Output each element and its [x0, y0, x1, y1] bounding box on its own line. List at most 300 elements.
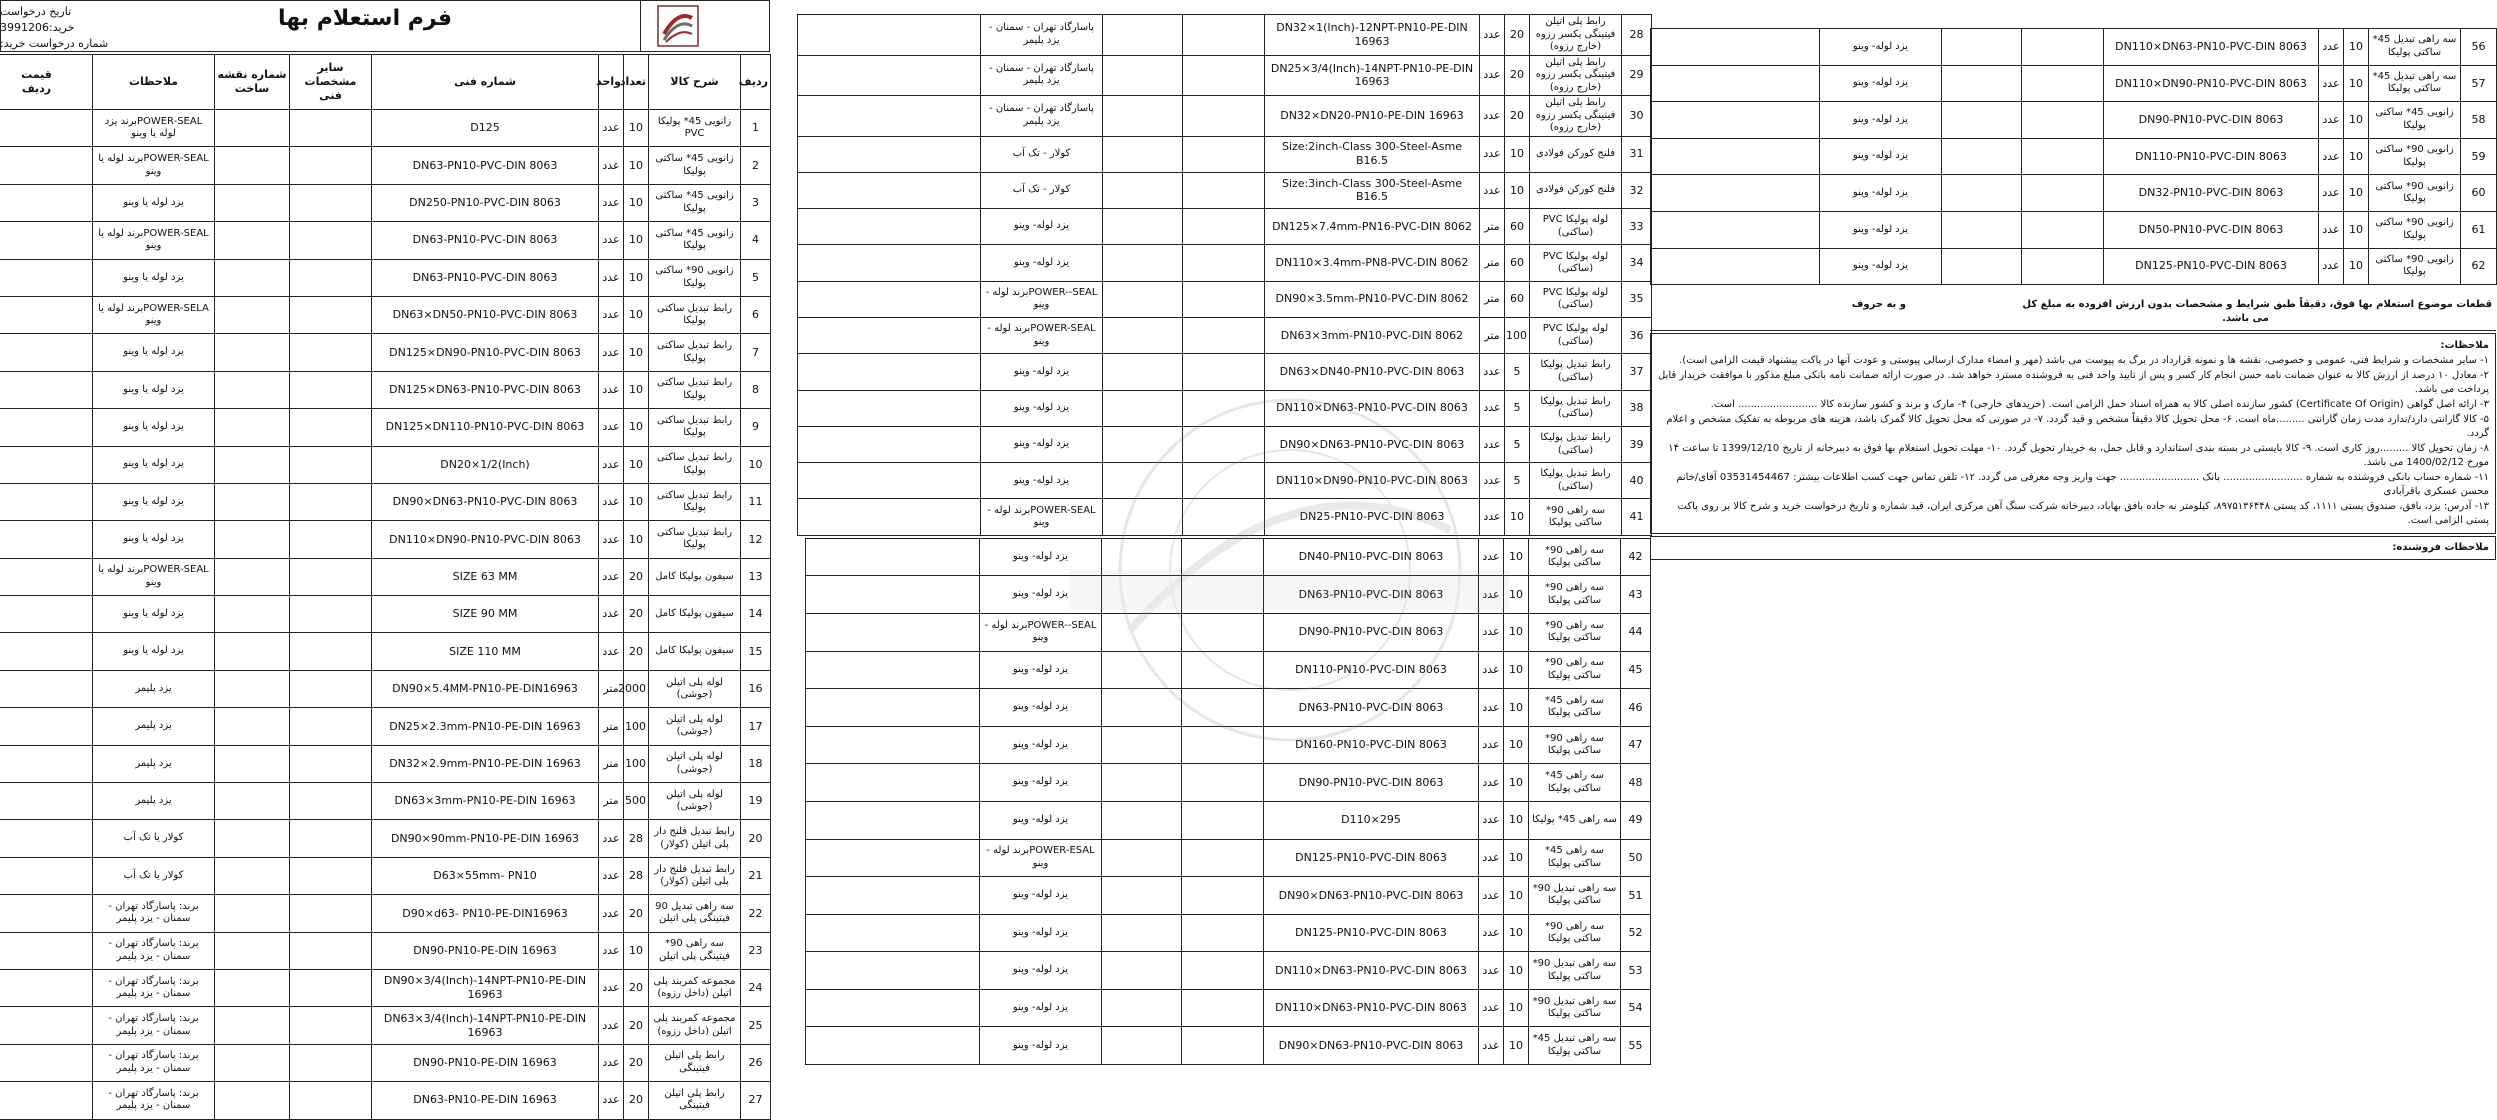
table-row — [806, 689, 1651, 727]
item-quantity: 10 — [1505, 499, 1530, 535]
item-unit: عدد — [599, 371, 624, 408]
item-other-specs — [1182, 877, 1264, 915]
item-notes: یزد لوله- وینو — [980, 576, 1102, 614]
item-other-specs — [2022, 102, 2104, 139]
item-tech-number: DN63-PN10-PVC-DIN 8063 — [372, 222, 599, 259]
item-notes: POWER-SEALبرند لوله یا وینو — [93, 147, 215, 184]
item-unit: عدد — [1479, 689, 1504, 727]
item-notes: یزد لوله یا وینو — [93, 633, 215, 670]
table-row — [798, 354, 1652, 390]
table-row — [806, 989, 1651, 1027]
item-other-specs — [290, 446, 372, 483]
item-quantity: 10 — [624, 222, 649, 259]
item-price — [798, 136, 981, 172]
item-quantity: 60 — [1505, 281, 1530, 317]
item-tech-number: DN63×3mm-PN10-PE-DIN 16963 — [372, 783, 599, 820]
item-price — [806, 801, 980, 839]
item-description: رابط تبدیل پولیکا (ساکتی) — [1530, 390, 1622, 426]
item-price — [798, 172, 981, 208]
row-number: 55 — [1621, 1027, 1651, 1065]
item-description: زانویی 45* ساکتی پولیکا — [649, 184, 741, 221]
item-notes: یزد لوله یا وینو — [93, 184, 215, 221]
item-quantity: 10 — [1504, 1027, 1529, 1065]
item-notes: یزد لوله- وینو — [1820, 175, 1942, 212]
item-drawing-number — [1102, 576, 1182, 614]
table-row — [798, 317, 1652, 353]
item-other-specs — [1182, 914, 1264, 952]
item-notes: کولار یا تک آب — [93, 820, 215, 857]
item-tech-number: DN110×3.4mm-PN8-PVC-DIN 8062 — [1265, 245, 1480, 281]
item-notes: یزد لوله- وینو — [980, 952, 1102, 990]
item-price — [0, 110, 93, 147]
row-number: 11 — [741, 483, 771, 520]
item-description: سه راهی 90* ساکتی پولیکا — [1529, 914, 1621, 952]
item-drawing-number — [215, 783, 290, 820]
table-row — [806, 576, 1651, 614]
item-price — [0, 857, 93, 894]
item-quantity: 20 — [624, 1044, 649, 1081]
row-number: 54 — [1621, 989, 1651, 1027]
row-number: 61 — [2461, 211, 2497, 248]
item-price — [798, 317, 981, 353]
remark-item: ۳- ارائه اصل گواهی (Certificate Of Origin) کشور سازنده اصلی کالا به همراه اسناد حمل الزامی است. (خریدهای خارجی) ۴- مارک و برند و کشور سازنده کالا ......................... است. — [1710, 399, 2489, 410]
item-other-specs — [290, 409, 372, 446]
table-row — [798, 499, 1652, 535]
item-notes: یزد لوله- وینو — [980, 914, 1102, 952]
row-number: 20 — [741, 820, 771, 857]
row-number: 18 — [741, 745, 771, 782]
remark-item: ۱۳- آدرس: یزد، بافق، صندوق پستی ۱۱۱۱، کد پستی ۸۹۷۵۱۳۶۴۴۸، کیلومتر نه جاده بافق بهاباد، دبیرخانه شرکت سنگ آهن مرکزی ایران، قید شماره و تاریخ درخواست خرید و شرح کالا بر روی پاکت پستی الزامی است. — [1677, 501, 2489, 526]
item-price — [0, 1082, 93, 1119]
item-drawing-number — [215, 857, 290, 894]
item-tech-number: DN25×2.3mm-PN10-PE-DIN 16963 — [372, 708, 599, 745]
item-description: زانویی 90* ساکتی پولیکا — [2369, 211, 2461, 248]
item-description: سه راهی 90* ساکتی پولیکا — [1529, 538, 1621, 576]
item-description: رابط پلی اتیلن فیتینگی — [649, 1082, 741, 1119]
item-notes: برند: پاسارگاد تهران - سمنان - یزد پلیمر — [93, 1007, 215, 1044]
item-quantity: 60 — [1505, 245, 1530, 281]
item-tech-number: DN32×DN20-PN10-PE-DIN 16963 — [1265, 96, 1480, 137]
item-description: سه راهی تبدیل 45* ساکتی پولیکا — [1529, 1027, 1621, 1065]
sheet-1 — [0, 0, 770, 1112]
item-price — [1651, 248, 1820, 285]
item-quantity: 20 — [624, 558, 649, 595]
item-drawing-number — [215, 670, 290, 707]
table-row — [0, 1082, 771, 1119]
item-price — [0, 745, 93, 782]
item-tech-number: DN125×DN90-PN10-PVC-DIN 8063 — [372, 334, 599, 371]
item-description: زانویی 90* ساکتی پولیکا — [2369, 175, 2461, 212]
row-number: 26 — [741, 1044, 771, 1081]
row-number: 36 — [1622, 317, 1652, 353]
item-description: رابط پلی اتیلن فیتینگی — [649, 1044, 741, 1081]
item-other-specs — [290, 558, 372, 595]
company-logo-icon — [656, 4, 700, 48]
item-price — [0, 932, 93, 969]
item-price — [806, 538, 980, 576]
item-quantity: 28 — [624, 857, 649, 894]
item-quantity: 10 — [1505, 172, 1530, 208]
item-price — [0, 446, 93, 483]
item-tech-number: DN110×DN63-PN10-PVC-DIN 8063 — [1265, 390, 1480, 426]
item-tech-number: Size:2inch-Class 300-Steel-Asme B16.5 — [1265, 136, 1480, 172]
row-number: 57 — [2461, 65, 2497, 102]
item-notes: یزد لوله- وینو — [1820, 29, 1942, 66]
item-price — [0, 259, 93, 296]
item-notes: POWER-SEALبرند لوله - وینو — [981, 499, 1103, 535]
item-notes: یزد لوله یا وینو — [93, 596, 215, 633]
item-unit: عدد — [599, 1007, 624, 1044]
item-price — [798, 15, 981, 56]
item-unit: عدد — [2319, 102, 2344, 139]
item-description: سه راهی 45* ساکتی پولیکا — [1529, 839, 1621, 877]
item-notes: کولار - تک آب — [981, 136, 1103, 172]
item-drawing-number — [215, 110, 290, 147]
item-notes: یزد پلیمر — [93, 670, 215, 707]
item-price — [798, 209, 981, 245]
item-unit: عدد — [1479, 576, 1504, 614]
item-tech-number: SIZE 63 MM — [372, 558, 599, 595]
row-number: 8 — [741, 371, 771, 408]
item-tech-number: Size:3inch-Class 300-Steel-Asme B16.5 — [1265, 172, 1480, 208]
request-number-label: شماره درخواست خرید: — [0, 37, 109, 50]
item-price — [0, 895, 93, 932]
item-quantity: 20 — [624, 1082, 649, 1119]
item-quantity: 5 — [1505, 390, 1530, 426]
item-drawing-number — [1102, 839, 1182, 877]
item-unit: عدد — [1480, 96, 1505, 137]
item-other-specs — [290, 521, 372, 558]
table-row — [1651, 29, 2497, 66]
item-tech-number: DN63-PN10-PVC-DIN 8063 — [372, 259, 599, 296]
table-row — [0, 409, 771, 446]
table-row — [0, 783, 771, 820]
item-description: سه راهی 90* ساکتی پولیکا — [1529, 726, 1621, 764]
item-drawing-number — [215, 895, 290, 932]
table-row — [0, 296, 771, 333]
item-unit: عدد — [599, 110, 624, 147]
item-unit: عدد — [2319, 211, 2344, 248]
item-drawing-number — [1942, 175, 2022, 212]
row-number: 7 — [741, 334, 771, 371]
item-description: لوله پولیکا PVC (ساکتی) — [1530, 209, 1622, 245]
item-quantity: 10 — [2344, 248, 2369, 285]
item-drawing-number — [1102, 801, 1182, 839]
item-price — [798, 55, 981, 96]
item-other-specs — [290, 371, 372, 408]
item-unit: متر — [599, 708, 624, 745]
row-number: 12 — [741, 521, 771, 558]
item-price — [0, 296, 93, 333]
item-other-specs — [1182, 801, 1264, 839]
item-quantity: 20 — [624, 895, 649, 932]
row-number: 44 — [1621, 613, 1651, 651]
item-unit: عدد — [2319, 175, 2344, 212]
item-drawing-number — [1103, 463, 1183, 499]
items-table-3 — [1650, 28, 2497, 285]
item-description: سه راهی 45* پولیکا — [1529, 801, 1621, 839]
col-price-partial: قیمت ردیف — [0, 55, 93, 110]
item-tech-number: DN63×DN40-PN10-PVC-DIN 8063 — [1265, 354, 1480, 390]
item-price — [806, 952, 980, 990]
table-row — [0, 371, 771, 408]
remark-item: ۵- کالا گارانتی دارد/ندارد مدت زمان گارانتی .........ماه است. ۶- محل تحویل کالا دقیقاً مشخص و قید گردد. ۷- در صورتی که محل تحویل کالا گمرک باشد، هزینه های مربوطه به تفکیک مشخص و اعلام گردد. — [1666, 414, 2489, 439]
item-unit: عدد — [599, 1082, 624, 1119]
item-description: سیفون پولیکا کامل — [649, 558, 741, 595]
item-tech-number: DN90×3/4(Inch)-14NPT-PN10-PE-DIN 16963 — [372, 969, 599, 1006]
item-unit: متر — [599, 670, 624, 707]
item-drawing-number — [1103, 55, 1183, 96]
table-row — [806, 764, 1651, 802]
item-drawing-number — [215, 446, 290, 483]
remark-item: ۱۱- شماره حساب بانکی فروشنده به شماره ......................... بانک ......................... جهت واریز وجه معرفی می گردد. ۱۲- تلفن تماس جهت کسب اطلاعات بیشتر: 03531454467 آقای/خانم محسن عسکری باقرآبادی — [1676, 472, 2489, 497]
row-number: 53 — [1621, 952, 1651, 990]
item-quantity: 10 — [624, 932, 649, 969]
row-number: 3 — [741, 184, 771, 221]
row-number: 14 — [741, 596, 771, 633]
item-description: رابط تبدیل ساکتی پولیکا — [649, 521, 741, 558]
item-description: مجموعه کمربند پلی اتیلن (داخل رزوه) — [649, 1007, 741, 1044]
item-price — [806, 576, 980, 614]
item-price — [806, 613, 980, 651]
item-description: سه راهی تبدیل 90 فیتینگی پلی اتیلن — [649, 895, 741, 932]
row-number: 60 — [2461, 175, 2497, 212]
item-tech-number: DN110×DN90-PN10-PVC-DIN 8063 — [372, 521, 599, 558]
item-unit: متر — [1480, 317, 1505, 353]
row-number: 15 — [741, 633, 771, 670]
item-other-specs — [290, 334, 372, 371]
item-tech-number: DN90×5.4MM-PN10-PE-DIN16963 — [372, 670, 599, 707]
item-quantity: 10 — [2344, 65, 2369, 102]
item-other-specs — [290, 857, 372, 894]
item-other-specs — [290, 147, 372, 184]
item-unit: عدد — [1480, 172, 1505, 208]
item-quantity: 10 — [624, 184, 649, 221]
item-price — [0, 969, 93, 1006]
item-quantity: 10 — [624, 409, 649, 446]
item-tech-number: DN20×1/2(Inch) — [372, 446, 599, 483]
item-description: سه راهی تبدیل 90* ساکتی پولیکا — [1529, 877, 1621, 915]
item-other-specs — [1183, 354, 1265, 390]
item-description: سه راهی تبدیل 90* ساکتی پولیکا — [1529, 989, 1621, 1027]
item-notes: یزد لوله- وینو — [981, 354, 1103, 390]
item-tech-number: D125 — [372, 110, 599, 147]
item-unit: عدد — [599, 296, 624, 333]
col-item: شرح کالا — [649, 55, 741, 110]
item-description: سیفون پولیکا کامل — [649, 633, 741, 670]
item-unit: متر — [599, 745, 624, 782]
item-notes: یزد لوله- وینو — [1820, 248, 1942, 285]
item-drawing-number — [1103, 390, 1183, 426]
item-unit: عدد — [1479, 914, 1504, 952]
row-number: 33 — [1622, 209, 1652, 245]
item-notes: کولار - تک آب — [981, 172, 1103, 208]
item-drawing-number — [1103, 499, 1183, 535]
item-description: رابط تبدیل فلنج دار پلی اتیلن (کولار) — [649, 857, 741, 894]
item-description: رابط تبدیل ساکتی پولیکا — [649, 446, 741, 483]
item-quantity: 10 — [1504, 538, 1529, 576]
row-number: 38 — [1622, 390, 1652, 426]
item-quantity: 10 — [2344, 211, 2369, 248]
item-quantity: 20 — [1505, 15, 1530, 56]
item-quantity: 28 — [624, 820, 649, 857]
item-drawing-number — [215, 633, 290, 670]
row-number: 58 — [2461, 102, 2497, 139]
table-row — [798, 55, 1652, 96]
item-drawing-number — [1102, 689, 1182, 727]
item-drawing-number — [1102, 952, 1182, 990]
item-price — [0, 184, 93, 221]
row-number: 43 — [1621, 576, 1651, 614]
item-drawing-number — [215, 558, 290, 595]
item-notes: یزد لوله- وینو — [981, 390, 1103, 426]
item-unit: عدد — [1480, 390, 1505, 426]
item-description: سه راهی تبدیل 45* ساکتی پولیکا — [2369, 29, 2461, 66]
table-row — [1651, 65, 2497, 102]
item-price — [0, 670, 93, 707]
item-drawing-number — [215, 371, 290, 408]
item-drawing-number — [1102, 613, 1182, 651]
row-number: 27 — [741, 1082, 771, 1119]
row-number: 34 — [1622, 245, 1652, 281]
item-quantity: 10 — [1504, 726, 1529, 764]
item-quantity: 10 — [2344, 29, 2369, 66]
item-other-specs — [290, 969, 372, 1006]
row-number: 29 — [1622, 55, 1652, 96]
table-row — [0, 857, 771, 894]
item-other-specs — [2022, 248, 2104, 285]
item-price — [0, 147, 93, 184]
item-unit: عدد — [1479, 764, 1504, 802]
table-row — [798, 390, 1652, 426]
row-number: 2 — [741, 147, 771, 184]
row-number: 56 — [2461, 29, 2497, 66]
table-row — [0, 820, 771, 857]
item-drawing-number — [1103, 354, 1183, 390]
item-description: رابط تبدیل پولیکا (ساکتی) — [1530, 463, 1622, 499]
row-number: 51 — [1621, 877, 1651, 915]
item-quantity: 20 — [624, 1007, 649, 1044]
item-unit: عدد — [1479, 801, 1504, 839]
item-drawing-number — [215, 820, 290, 857]
row-number: 9 — [741, 409, 771, 446]
item-unit: عدد — [1479, 839, 1504, 877]
item-notes: یزد لوله- وینو — [980, 651, 1102, 689]
item-price — [806, 726, 980, 764]
item-price — [806, 914, 980, 952]
item-notes: یزد لوله- وینو — [981, 426, 1103, 462]
item-description: لوله پلی اتیلن (جوشی) — [649, 745, 741, 782]
table-row — [1651, 248, 2497, 285]
table-row — [806, 877, 1651, 915]
item-other-specs — [290, 184, 372, 221]
item-other-specs — [290, 895, 372, 932]
row-number: 45 — [1621, 651, 1651, 689]
item-unit: عدد — [599, 147, 624, 184]
items-table-1 — [0, 54, 771, 1120]
item-notes: کولار یا تک آب — [93, 857, 215, 894]
item-price — [806, 689, 980, 727]
item-unit: عدد — [2319, 138, 2344, 175]
row-number: 10 — [741, 446, 771, 483]
item-notes: یزد لوله- وینو — [981, 245, 1103, 281]
item-tech-number: SIZE 110 MM — [372, 633, 599, 670]
item-tech-number: DN63-PN10-PE-DIN 16963 — [372, 1082, 599, 1119]
price-statement: قطعات موضوع استعلام بها فوق، دقیقاً طبق شرایط و مشخصات بدون ارزش افزوده به مبلغ کل و به حروف می باشد. — [1650, 294, 2496, 331]
row-number: 16 — [741, 670, 771, 707]
table-row — [806, 952, 1651, 990]
item-quantity: 5 — [1505, 426, 1530, 462]
item-other-specs — [2022, 175, 2104, 212]
item-other-specs — [290, 1007, 372, 1044]
item-other-specs — [1183, 245, 1265, 281]
item-notes: یزد لوله یا وینو — [93, 334, 215, 371]
item-unit: عدد — [1480, 354, 1505, 390]
item-description: رابط تبدیل فلنج دار پلی اتیلن (کولار) — [649, 820, 741, 857]
item-unit: عدد — [599, 820, 624, 857]
item-notes: یزد لوله- وینو — [1820, 65, 1942, 102]
item-other-specs — [290, 222, 372, 259]
item-notes: یزد لوله یا وینو — [93, 409, 215, 446]
table-row — [798, 172, 1652, 208]
item-tech-number: DN110-PN10-PVC-DIN 8063 — [1264, 651, 1479, 689]
item-quantity: 10 — [1504, 689, 1529, 727]
item-tech-number: DN160-PN10-PVC-DIN 8063 — [1264, 726, 1479, 764]
item-other-specs — [1183, 209, 1265, 245]
item-other-specs — [290, 708, 372, 745]
row-number: 22 — [741, 895, 771, 932]
item-notes: برند: پاسارگاد تهران - سمنان - یزد پلیمر — [93, 1044, 215, 1081]
item-price — [0, 222, 93, 259]
item-quantity: 10 — [624, 483, 649, 520]
item-price — [798, 426, 981, 462]
item-price — [806, 839, 980, 877]
item-quantity: 10 — [1504, 651, 1529, 689]
item-unit: عدد — [599, 895, 624, 932]
item-drawing-number — [215, 1082, 290, 1119]
item-price — [798, 390, 981, 426]
item-price — [1651, 138, 1820, 175]
table-row — [806, 801, 1651, 839]
item-description: مجموعه کمربند پلی اتیلن (داخل رزوه) — [649, 969, 741, 1006]
item-other-specs — [1183, 281, 1265, 317]
item-tech-number: DN125×7.4mm-PN16-PVC-DIN 8062 — [1265, 209, 1480, 245]
item-drawing-number — [1102, 764, 1182, 802]
table-row — [798, 463, 1652, 499]
remark-item: ۱- سایر مشخصات و شرایط فنی، عمومی و خصوصی، نقشه ها و نمونه قرارداد در برگ به پیوست می باشد (مهر و امضاء مدارک ارسالی پیوستی و عودت آنها در پاکت پیشنهاد قیمت الزامی است). — [1679, 355, 2489, 366]
col-tech-no: شماره فنی — [372, 55, 599, 110]
item-price — [806, 651, 980, 689]
row-number: 41 — [1622, 499, 1652, 535]
item-drawing-number — [215, 259, 290, 296]
item-price — [798, 245, 981, 281]
item-notes: برند: پاسارگاد تهران - سمنان - یزد پلیمر — [93, 895, 215, 932]
item-quantity: 500 — [624, 783, 649, 820]
item-quantity: 100 — [1505, 317, 1530, 353]
item-notes: POWER-SELAبرند لوله یا وینو — [93, 296, 215, 333]
item-tech-number: DN125×DN110-PN10-PVC-DIN 8063 — [372, 409, 599, 446]
item-drawing-number — [1103, 245, 1183, 281]
row-number: 49 — [1621, 801, 1651, 839]
item-description: رابط تبدیل ساکتی پولیکا — [649, 409, 741, 446]
item-other-specs — [1183, 172, 1265, 208]
item-price — [0, 409, 93, 446]
item-drawing-number — [215, 147, 290, 184]
item-unit: عدد — [599, 222, 624, 259]
sheet-3 — [1650, 28, 2496, 285]
item-unit: عدد — [599, 184, 624, 221]
items-table-2b — [805, 538, 1651, 1065]
